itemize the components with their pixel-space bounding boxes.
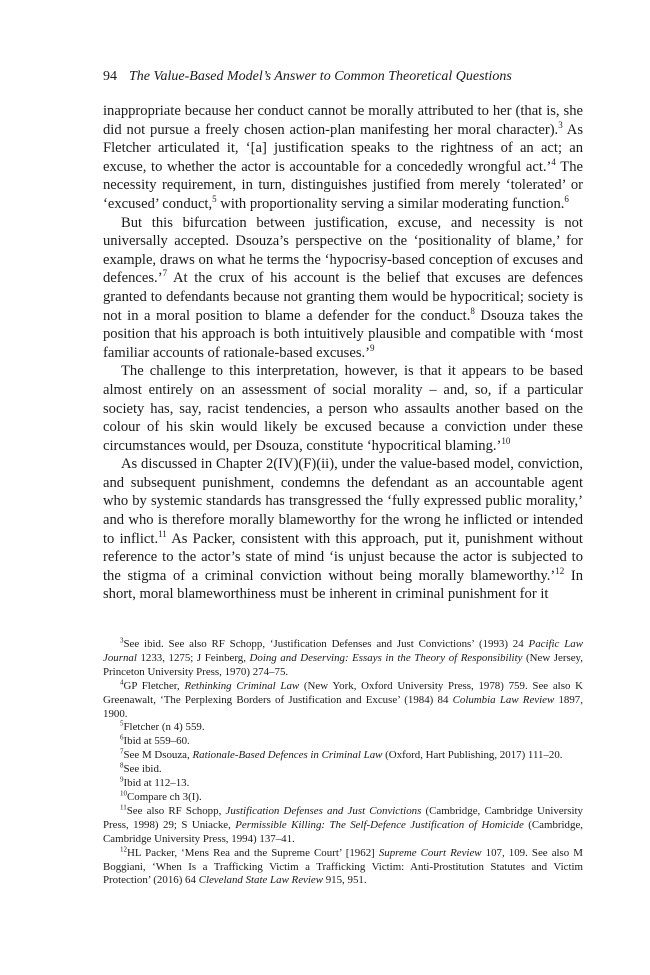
main-text — [103, 102, 583, 604]
footnote-ref[interactable]: 8 — [470, 305, 475, 316]
footnote-ref[interactable]: 6 — [564, 194, 569, 205]
text-run: inappropriate because her conduct cannot be morally attributed to her (that is, she did not pursue a freely chosen action-plan manifesting her moral character). — [103, 103, 583, 138]
text-run: 1897, 1900. — [103, 693, 583, 720]
text-run: But this bifurcation between justification, excuse, and necessity is not universally accepted. Dsouza’s perspective on the ‘positionality of blame,’ for example, draws on what he terms the ‘hypocrisy-based conception of excuses and defences.’ — [103, 214, 583, 287]
footnote-12 — [103, 844, 583, 889]
footnote-7 — [103, 749, 583, 763]
footnote-number: 12 — [120, 844, 127, 853]
text-run: GP Fletcher, — [123, 679, 185, 692]
text-run: 915, 951. — [323, 874, 367, 887]
text-run: Ibid at 112–13. — [123, 777, 190, 790]
footnote-ref[interactable]: 12 — [555, 565, 565, 576]
footnote-number: 3 — [120, 636, 124, 645]
footnote-11 — [103, 805, 583, 847]
footnote-number: 11 — [120, 803, 127, 812]
footnote-number: 6 — [120, 733, 124, 742]
footnote-5 — [103, 721, 583, 735]
italic-title: Doing and Deserving: Essays in the Theory of Responsibility — [249, 651, 523, 664]
text-run: See ibid. — [123, 763, 162, 776]
footnote-ref[interactable]: 3 — [558, 119, 563, 130]
text-run: As discussed in Chapter 2(IV)(F)(ii), under the value-based model, conviction, and subsequent punishment, condemns the defendant as an accountable agent who by systemic standards has transgressed the ‘fully expressed public morality,’ and who is therefore morally blameworthy for the wrong he inflicted or intended to inflict. — [103, 456, 583, 547]
footnote-number: 5 — [120, 719, 124, 728]
text-run: (New York, Oxford University Press, 1978) 759. See also K Greenawalt, ‘The Perplexing Borders of Justification and Excuse’ (1984) 84 — [103, 679, 583, 706]
text-run: Compare ch 3(I). — [127, 790, 202, 803]
italic-title: Rethinking Criminal Law — [184, 679, 300, 692]
text-run: (New Jersey, Princeton University Press, 1970) 274–75. — [103, 651, 584, 678]
text-run: Fletcher (n 4) 559. — [123, 721, 205, 734]
paragraph-1 — [103, 102, 583, 214]
footnote-number: 7 — [120, 747, 124, 756]
text-run: with proportionality serving a similar moderating function. — [216, 195, 565, 212]
text-run: As Fletcher articulated it, ‘[a] justification speaks to the rightness of an act; an excuse, to whether the actor is accountable for a concededly wrongful act.’ — [103, 121, 583, 175]
text-run: At the crux of his account is the belief that excuses are defences granted to defendants because not granting them would be hypocritical; society is not in a moral position to blame a defender for the conduct. — [103, 270, 583, 324]
text-run: The challenge to this interpretation, however, is that it appears to be based almost entirely on an assessment of social morality – and, so, if a particular society has, say, racist tendencies, a person who assaults another based on the colour of his skin would likely be excused because a conviction under these circumstances would, per Dsouza, constitute ‘hypocritical blaming.’ — [103, 363, 583, 454]
page-number: 94 — [103, 69, 117, 84]
text-run: HL Packer, ‘Mens Rea and the Supreme Court’ [1962] — [127, 846, 379, 859]
footnote-4 — [103, 680, 583, 722]
footnote-8 — [103, 763, 583, 777]
footnote-6 — [103, 735, 583, 749]
text-run: 107, 109. See also M Boggiani, ‘When Is a Trafficking Victim a Trafficking Victim: Anti-Prostitution Statutes and Victim Protection’ (2016) 64 — [103, 846, 583, 887]
italic-title: Pacific Law Journal — [103, 638, 583, 664]
footnote-ref[interactable]: 10 — [501, 435, 511, 446]
footnote-3 — [103, 638, 583, 680]
text-run: See also RF Schopp, — [126, 804, 226, 817]
text-run: See ibid. See also RF Schopp, ‘Justification Defenses and Just Convictions’ (1993) 24 — [123, 638, 529, 650]
footnotes — [103, 638, 583, 888]
text-run: (Oxford, Hart Publishing, 2017) 111–20. — [382, 749, 563, 762]
footnote-9 — [103, 777, 583, 791]
footnote-number: 4 — [120, 678, 124, 687]
footnote-ref[interactable]: 4 — [551, 156, 556, 167]
italic-title: Supreme Court Review — [378, 846, 482, 859]
text-run: Ibid at 559–60. — [123, 735, 190, 748]
footnote-ref[interactable]: 7 — [162, 268, 168, 279]
italic-title: Columbia Law Review — [452, 693, 555, 706]
italic-title: Cleveland State Law Review — [198, 874, 323, 887]
italic-title: Rationale-Based Defences in Criminal Law — [192, 749, 383, 762]
paragraph-4 — [103, 455, 583, 604]
footnote-number: 9 — [120, 775, 124, 784]
paragraph-3 — [103, 362, 583, 455]
text-run: Dsouza takes the position that his approach is both intuitively plausible and compatible with ‘most familiar accounts of rationale-based excuses.’ — [103, 307, 584, 361]
running-header — [103, 69, 512, 85]
text-run: As Packer, consistent with this approach, put it, punishment without reference to the actor’s state of mind ‘is unjust because the actor is subjected to the stigma of a criminal conviction without being morally blameworthy.’ — [103, 530, 583, 584]
text-run: 1233, 1275; J Feinberg, — [136, 651, 250, 664]
text-run: (Cambridge, Cambridge University Press, 1998) 29; S Uniacke, — [103, 804, 584, 831]
paragraph-2 — [103, 214, 583, 363]
running-title: The Value-Based Model’s Answer to Common Theoretical Questions — [129, 69, 512, 84]
text-run: In short, moral blameworthiness must be inherent in criminal punishment for it — [103, 567, 583, 603]
italic-title: Justification Defenses and Just Convictions — [225, 804, 422, 817]
italic-title: Permissible Killing: The Self-Defence Justification of Homicide — [235, 818, 524, 831]
footnote-ref[interactable]: 5 — [212, 194, 217, 205]
text-run: The necessity requirement, in turn, distinguishes justified from merely ‘tolerated’ or ‘excused’ conduct, — [103, 158, 583, 212]
footnote-ref[interactable]: 9 — [370, 342, 375, 353]
text-run: See M Dsouza, — [123, 749, 193, 762]
footnote-number: 8 — [120, 761, 124, 770]
footnote-number: 10 — [120, 789, 127, 798]
text-run: (Cambridge, Cambridge University Press, 1994) 137–41. — [103, 818, 584, 845]
footnote-ref[interactable]: 11 — [158, 528, 167, 539]
footnote-10 — [103, 791, 583, 805]
